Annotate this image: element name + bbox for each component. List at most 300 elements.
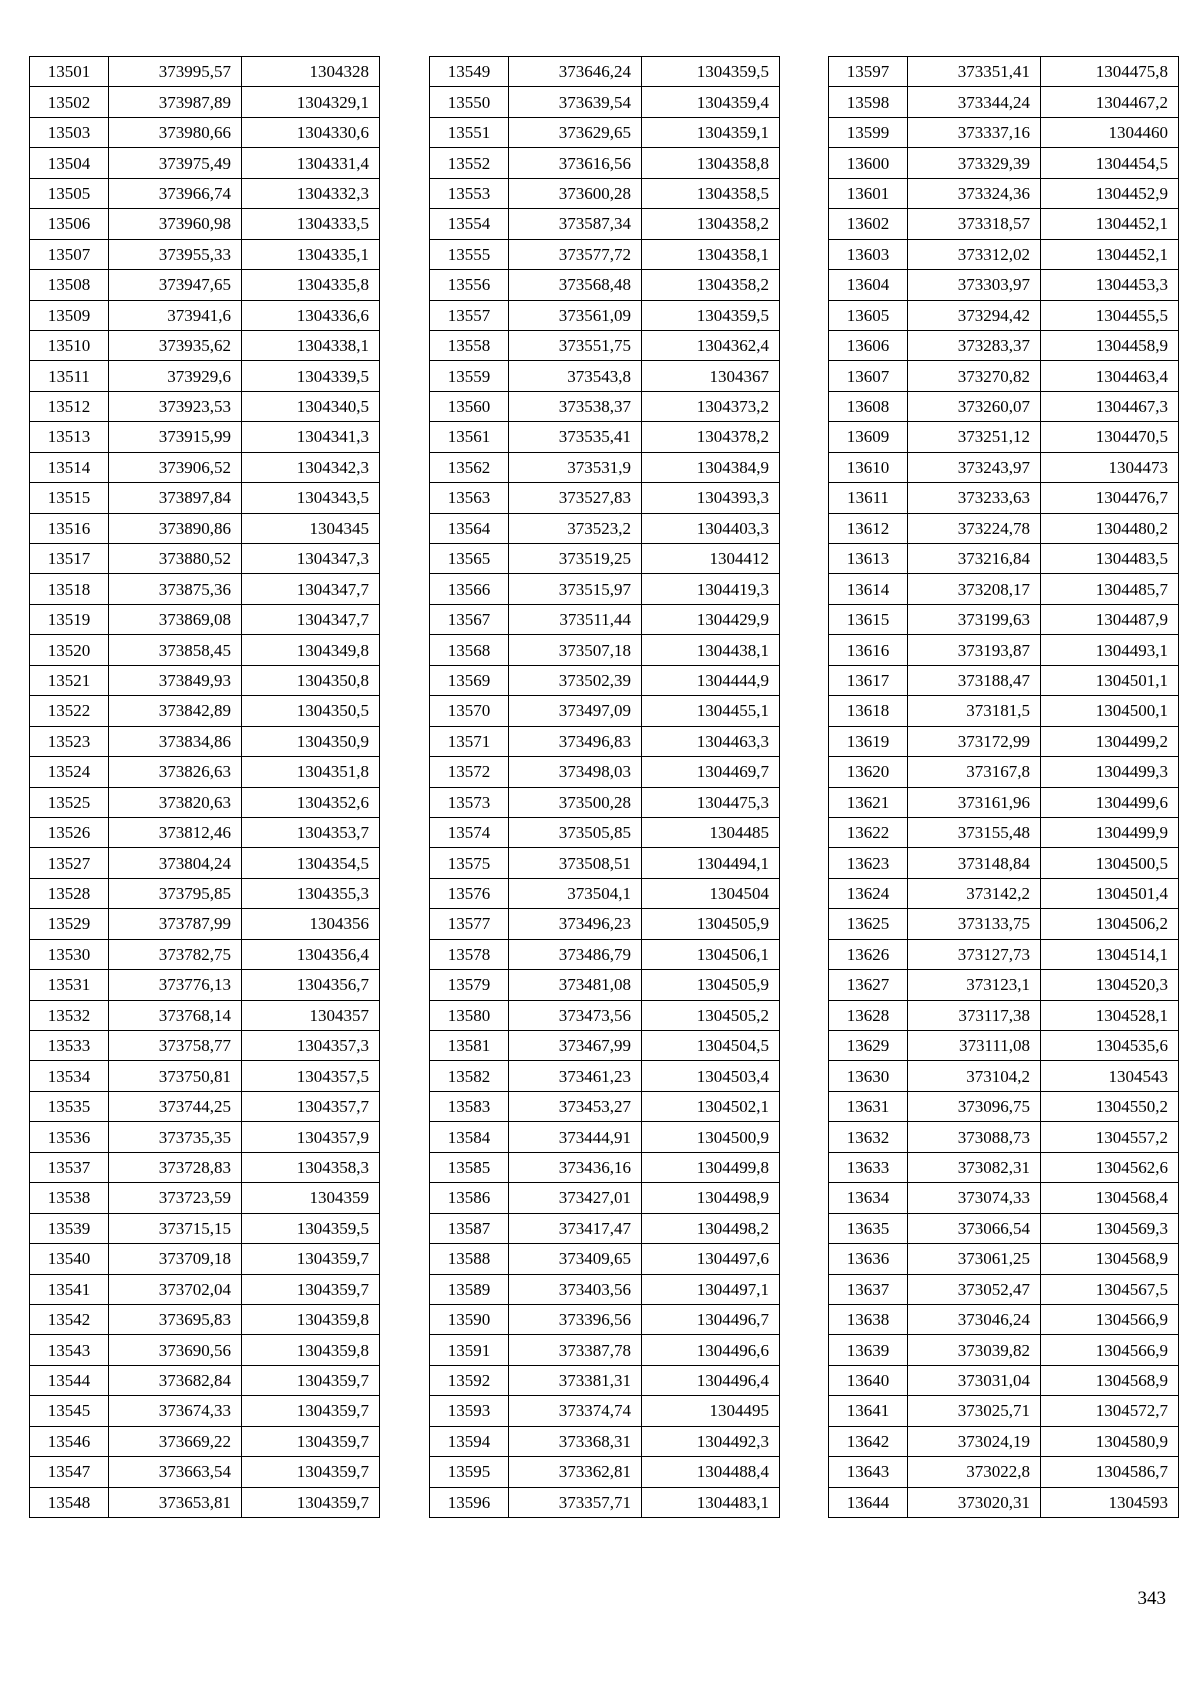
x-coordinate-cell: 373096,75 [908,1091,1041,1121]
point-number-cell: 13511 [30,361,109,391]
x-coordinate-cell: 373947,65 [109,270,242,300]
y-coordinate-cell: 1304562,6 [1041,1152,1179,1182]
point-number-cell: 13597 [829,57,908,87]
table-row [30,635,380,665]
y-coordinate-cell: 1304332,3 [242,178,380,208]
table-row [829,483,1179,513]
point-number-cell: 13612 [829,513,908,543]
x-coordinate-cell: 373283,37 [908,330,1041,360]
table-row [30,544,380,574]
table-row [30,1031,380,1061]
y-coordinate-cell: 1304350,5 [242,696,380,726]
x-coordinate-cell: 373507,18 [509,635,642,665]
point-number-cell: 13524 [30,757,109,787]
point-number-cell: 13545 [30,1396,109,1426]
point-number-cell: 13538 [30,1183,109,1213]
x-coordinate-cell: 373243,97 [908,452,1041,482]
x-coordinate-cell: 373897,84 [109,483,242,513]
point-number-cell: 13523 [30,726,109,756]
table-row [829,1091,1179,1121]
x-coordinate-cell: 373046,24 [908,1304,1041,1334]
point-number-cell: 13606 [829,330,908,360]
point-number-cell: 13512 [30,391,109,421]
table-row [430,909,780,939]
y-coordinate-cell: 1304483,5 [1041,544,1179,574]
y-coordinate-cell: 1304528,1 [1041,1000,1179,1030]
table-row [430,1274,780,1304]
y-coordinate-cell: 1304580,9 [1041,1426,1179,1456]
y-coordinate-cell: 1304473 [1041,452,1179,482]
y-coordinate-cell: 1304359,7 [242,1365,380,1395]
table-row [829,1335,1179,1365]
y-coordinate-cell: 1304359,7 [242,1396,380,1426]
x-coordinate-cell: 373511,44 [509,604,642,634]
table-row [829,1396,1179,1426]
x-coordinate-cell: 373025,71 [908,1396,1041,1426]
point-number-cell: 13614 [829,574,908,604]
y-coordinate-cell: 1304485 [642,817,780,847]
point-number-cell: 13603 [829,239,908,269]
y-coordinate-cell: 1304495 [642,1396,780,1426]
x-coordinate-cell: 373123,1 [908,970,1041,1000]
y-coordinate-cell: 1304499,8 [642,1152,780,1182]
table-row [829,1274,1179,1304]
x-coordinate-cell: 373351,41 [908,57,1041,87]
point-number-cell: 13601 [829,178,908,208]
point-number-cell: 13508 [30,270,109,300]
y-coordinate-cell: 1304359,5 [642,57,780,87]
x-coordinate-cell: 373496,23 [509,909,642,939]
x-coordinate-cell: 373750,81 [109,1061,242,1091]
x-coordinate-cell: 373216,84 [908,544,1041,574]
point-number-cell: 13575 [430,848,509,878]
point-number-cell: 13611 [829,483,908,513]
x-coordinate-cell: 373935,62 [109,330,242,360]
page-number: 343 [1137,1588,1166,1609]
y-coordinate-cell: 1304520,3 [1041,970,1179,1000]
y-coordinate-cell: 1304452,1 [1041,239,1179,269]
x-coordinate-cell: 373880,52 [109,544,242,574]
y-coordinate-cell: 1304358,2 [642,209,780,239]
point-number-cell: 13517 [30,544,109,574]
table-row [30,1091,380,1121]
point-number-cell: 13535 [30,1091,109,1121]
point-number-cell: 13581 [430,1031,509,1061]
point-number-cell: 13504 [30,148,109,178]
point-number-cell: 13588 [430,1244,509,1274]
y-coordinate-cell: 1304359,7 [242,1244,380,1274]
y-coordinate-cell: 1304499,9 [1041,817,1179,847]
table-row [430,665,780,695]
y-coordinate-cell: 1304347,7 [242,574,380,604]
x-coordinate-cell: 373436,16 [509,1152,642,1182]
point-number-cell: 13637 [829,1274,908,1304]
table-row [430,1426,780,1456]
y-coordinate-cell: 1304359,7 [242,1487,380,1517]
table-row [430,726,780,756]
x-coordinate-cell: 373403,56 [509,1274,642,1304]
x-coordinate-cell: 373669,22 [109,1426,242,1456]
x-coordinate-cell: 373500,28 [509,787,642,817]
point-number-cell: 13621 [829,787,908,817]
point-number-cell: 13607 [829,361,908,391]
point-number-cell: 13547 [30,1457,109,1487]
x-coordinate-cell: 373987,89 [109,87,242,117]
x-coordinate-cell: 373417,47 [509,1213,642,1243]
table-row [829,1457,1179,1487]
x-coordinate-cell: 373923,53 [109,391,242,421]
x-coordinate-cell: 373312,02 [908,239,1041,269]
y-coordinate-cell: 1304475,3 [642,787,780,817]
table-row [829,757,1179,787]
point-number-cell: 13525 [30,787,109,817]
point-number-cell: 13635 [829,1213,908,1243]
table-row [30,361,380,391]
table-row [829,970,1179,1000]
x-coordinate-cell: 373812,46 [109,817,242,847]
x-coordinate-cell: 373251,12 [908,422,1041,452]
table-row [829,422,1179,452]
y-coordinate-cell: 1304330,6 [242,117,380,147]
x-coordinate-cell: 373820,63 [109,787,242,817]
y-coordinate-cell: 1304497,1 [642,1274,780,1304]
point-number-cell: 13608 [829,391,908,421]
point-number-cell: 13559 [430,361,509,391]
point-number-cell: 13585 [430,1152,509,1182]
x-coordinate-cell: 373527,83 [509,483,642,513]
x-coordinate-cell: 373834,86 [109,726,242,756]
point-number-cell: 13631 [829,1091,908,1121]
y-coordinate-cell: 1304557,2 [1041,1122,1179,1152]
x-coordinate-cell: 373104,2 [908,1061,1041,1091]
table-row [30,1152,380,1182]
y-coordinate-cell: 1304504 [642,878,780,908]
point-number-cell: 13584 [430,1122,509,1152]
y-coordinate-cell: 1304339,5 [242,361,380,391]
point-number-cell: 13596 [430,1487,509,1517]
y-coordinate-cell: 1304568,4 [1041,1183,1179,1213]
point-number-cell: 13566 [430,574,509,604]
point-number-cell: 13519 [30,604,109,634]
table-row [430,1183,780,1213]
table-row [430,848,780,878]
coordinate-table-2 [429,56,780,1518]
table-row [430,574,780,604]
y-coordinate-cell: 1304458,9 [1041,330,1179,360]
x-coordinate-cell: 373682,84 [109,1365,242,1395]
point-number-cell: 13582 [430,1061,509,1091]
table-row [30,1000,380,1030]
table-row [430,1091,780,1121]
x-coordinate-cell: 373148,84 [908,848,1041,878]
y-coordinate-cell: 1304403,3 [642,513,780,543]
y-coordinate-cell: 1304359,5 [642,300,780,330]
table-row [829,696,1179,726]
y-coordinate-cell: 1304438,1 [642,635,780,665]
point-number-cell: 13638 [829,1304,908,1334]
x-coordinate-cell: 373858,45 [109,635,242,665]
y-coordinate-cell: 1304355,3 [242,878,380,908]
y-coordinate-cell: 1304359 [242,1183,380,1213]
y-coordinate-cell: 1304357,5 [242,1061,380,1091]
y-coordinate-cell: 1304467,3 [1041,391,1179,421]
table-row [30,391,380,421]
x-coordinate-cell: 373368,31 [509,1426,642,1456]
point-number-cell: 13599 [829,117,908,147]
y-coordinate-cell: 1304351,8 [242,757,380,787]
table-row [430,57,780,87]
y-coordinate-cell: 1304566,9 [1041,1335,1179,1365]
table-row [829,848,1179,878]
table-row [430,544,780,574]
x-coordinate-cell: 373776,13 [109,970,242,1000]
point-number-cell: 13562 [430,452,509,482]
y-coordinate-cell: 1304356,4 [242,939,380,969]
point-number-cell: 13580 [430,1000,509,1030]
point-number-cell: 13509 [30,300,109,330]
y-coordinate-cell: 1304358,3 [242,1152,380,1182]
point-number-cell: 13598 [829,87,908,117]
x-coordinate-cell: 373260,07 [908,391,1041,421]
y-coordinate-cell: 1304501,1 [1041,665,1179,695]
y-coordinate-cell: 1304343,5 [242,483,380,513]
x-coordinate-cell: 373208,17 [908,574,1041,604]
table-row [430,696,780,726]
y-coordinate-cell: 1304463,4 [1041,361,1179,391]
y-coordinate-cell: 1304499,3 [1041,757,1179,787]
point-number-cell: 13542 [30,1304,109,1334]
y-coordinate-cell: 1304412 [642,544,780,574]
y-coordinate-cell: 1304476,7 [1041,483,1179,513]
x-coordinate-cell: 373674,33 [109,1396,242,1426]
point-number-cell: 13625 [829,909,908,939]
x-coordinate-cell: 373374,74 [509,1396,642,1426]
x-coordinate-cell: 373975,49 [109,148,242,178]
x-coordinate-cell: 373890,86 [109,513,242,543]
y-coordinate-cell: 1304345 [242,513,380,543]
y-coordinate-cell: 1304550,2 [1041,1091,1179,1121]
point-number-cell: 13605 [829,300,908,330]
point-number-cell: 13551 [430,117,509,147]
x-coordinate-cell: 373481,08 [509,970,642,1000]
x-coordinate-cell: 373531,9 [509,452,642,482]
y-coordinate-cell: 1304500,9 [642,1122,780,1152]
table-row [829,1000,1179,1030]
y-coordinate-cell: 1304502,1 [642,1091,780,1121]
table-row [30,1457,380,1487]
x-coordinate-cell: 373074,33 [908,1183,1041,1213]
y-coordinate-cell: 1304494,1 [642,848,780,878]
y-coordinate-cell: 1304499,6 [1041,787,1179,817]
point-number-cell: 13570 [430,696,509,726]
table-row [829,817,1179,847]
table-row [829,148,1179,178]
table-row [430,422,780,452]
table-row [430,1304,780,1334]
y-coordinate-cell: 1304566,9 [1041,1304,1179,1334]
y-coordinate-cell: 1304504,5 [642,1031,780,1061]
x-coordinate-cell: 373995,57 [109,57,242,87]
x-coordinate-cell: 373167,8 [908,757,1041,787]
table-row [30,1365,380,1395]
table-row [30,1426,380,1456]
x-coordinate-cell: 373111,08 [908,1031,1041,1061]
point-number-cell: 13506 [30,209,109,239]
y-coordinate-cell: 1304331,4 [242,148,380,178]
coordinate-table-3 [828,56,1179,1518]
y-coordinate-cell: 1304357 [242,1000,380,1030]
x-coordinate-cell: 373960,98 [109,209,242,239]
point-number-cell: 13617 [829,665,908,695]
table-row [30,1274,380,1304]
point-number-cell: 13613 [829,544,908,574]
x-coordinate-cell: 373155,48 [908,817,1041,847]
x-coordinate-cell: 373324,36 [908,178,1041,208]
point-number-cell: 13514 [30,452,109,482]
x-coordinate-cell: 373869,08 [109,604,242,634]
y-coordinate-cell: 1304500,5 [1041,848,1179,878]
x-coordinate-cell: 373066,54 [908,1213,1041,1243]
y-coordinate-cell: 1304569,3 [1041,1213,1179,1243]
table-row [30,848,380,878]
table-row [430,1396,780,1426]
point-number-cell: 13572 [430,757,509,787]
point-number-cell: 13561 [430,422,509,452]
table-row [829,1365,1179,1395]
point-number-cell: 13590 [430,1304,509,1334]
table-row [430,391,780,421]
table-row [30,604,380,634]
point-number-cell: 13624 [829,878,908,908]
point-number-cell: 13610 [829,452,908,482]
y-coordinate-cell: 1304469,7 [642,757,780,787]
table-row [430,1031,780,1061]
table-row [829,787,1179,817]
y-coordinate-cell: 1304359,7 [242,1274,380,1304]
point-number-cell: 13600 [829,148,908,178]
y-coordinate-cell: 1304470,5 [1041,422,1179,452]
x-coordinate-cell: 373915,99 [109,422,242,452]
y-coordinate-cell: 1304359,8 [242,1304,380,1334]
table-row [430,1061,780,1091]
y-coordinate-cell: 1304496,7 [642,1304,780,1334]
y-coordinate-cell: 1304359,7 [242,1457,380,1487]
point-number-cell: 13515 [30,483,109,513]
y-coordinate-cell: 1304455,1 [642,696,780,726]
table-row [30,939,380,969]
table-row [829,1487,1179,1517]
point-number-cell: 13569 [430,665,509,695]
x-coordinate-cell: 373061,25 [908,1244,1041,1274]
point-number-cell: 13520 [30,635,109,665]
y-coordinate-cell: 1304567,5 [1041,1274,1179,1304]
table-row [430,604,780,634]
point-number-cell: 13633 [829,1152,908,1182]
table-row [30,1244,380,1274]
table-row [829,513,1179,543]
x-coordinate-cell: 373561,09 [509,300,642,330]
point-number-cell: 13503 [30,117,109,147]
y-coordinate-cell: 1304498,2 [642,1213,780,1243]
table-row [30,696,380,726]
point-number-cell: 13530 [30,939,109,969]
point-number-cell: 13527 [30,848,109,878]
y-coordinate-cell: 1304359,7 [242,1426,380,1456]
y-coordinate-cell: 1304496,6 [642,1335,780,1365]
table-row [430,757,780,787]
x-coordinate-cell: 373826,63 [109,757,242,787]
y-coordinate-cell: 1304350,8 [242,665,380,695]
table-row [829,178,1179,208]
table-row [430,361,780,391]
table-row [829,574,1179,604]
point-number-cell: 13564 [430,513,509,543]
y-coordinate-cell: 1304501,4 [1041,878,1179,908]
point-number-cell: 13583 [430,1091,509,1121]
x-coordinate-cell: 373224,78 [908,513,1041,543]
y-coordinate-cell: 1304487,9 [1041,604,1179,634]
table-row [430,239,780,269]
point-number-cell: 13578 [430,939,509,969]
table-row [30,726,380,756]
x-coordinate-cell: 373663,54 [109,1457,242,1487]
point-number-cell: 13539 [30,1213,109,1243]
x-coordinate-cell: 373461,23 [509,1061,642,1091]
point-number-cell: 13643 [829,1457,908,1487]
x-coordinate-cell: 373980,66 [109,117,242,147]
y-coordinate-cell: 1304378,2 [642,422,780,452]
y-coordinate-cell: 1304498,9 [642,1183,780,1213]
table-row [430,1335,780,1365]
y-coordinate-cell: 1304359,8 [242,1335,380,1365]
point-number-cell: 13586 [430,1183,509,1213]
x-coordinate-cell: 373568,48 [509,270,642,300]
y-coordinate-cell: 1304357,9 [242,1122,380,1152]
table-row [829,544,1179,574]
y-coordinate-cell: 1304475,8 [1041,57,1179,87]
y-coordinate-cell: 1304336,6 [242,300,380,330]
y-coordinate-cell: 1304357,7 [242,1091,380,1121]
table-row [30,330,380,360]
y-coordinate-cell: 1304328 [242,57,380,87]
point-number-cell: 13536 [30,1122,109,1152]
table-row [430,483,780,513]
y-coordinate-cell: 1304505,2 [642,1000,780,1030]
point-number-cell: 13505 [30,178,109,208]
point-number-cell: 13636 [829,1244,908,1274]
table-row [430,452,780,482]
x-coordinate-cell: 373941,6 [109,300,242,330]
y-coordinate-cell: 1304497,6 [642,1244,780,1274]
y-coordinate-cell: 1304352,6 [242,787,380,817]
y-coordinate-cell: 1304496,4 [642,1365,780,1395]
x-coordinate-cell: 373929,6 [109,361,242,391]
x-coordinate-cell: 373723,59 [109,1183,242,1213]
y-coordinate-cell: 1304467,2 [1041,87,1179,117]
table-row [430,117,780,147]
point-number-cell: 13579 [430,970,509,1000]
y-coordinate-cell: 1304444,9 [642,665,780,695]
table-row [430,1152,780,1182]
x-coordinate-cell: 373502,39 [509,665,642,695]
table-row [430,209,780,239]
y-coordinate-cell: 1304347,3 [242,544,380,574]
table-row [30,909,380,939]
x-coordinate-cell: 373523,2 [509,513,642,543]
y-coordinate-cell: 1304483,1 [642,1487,780,1517]
point-number-cell: 13502 [30,87,109,117]
point-number-cell: 13522 [30,696,109,726]
